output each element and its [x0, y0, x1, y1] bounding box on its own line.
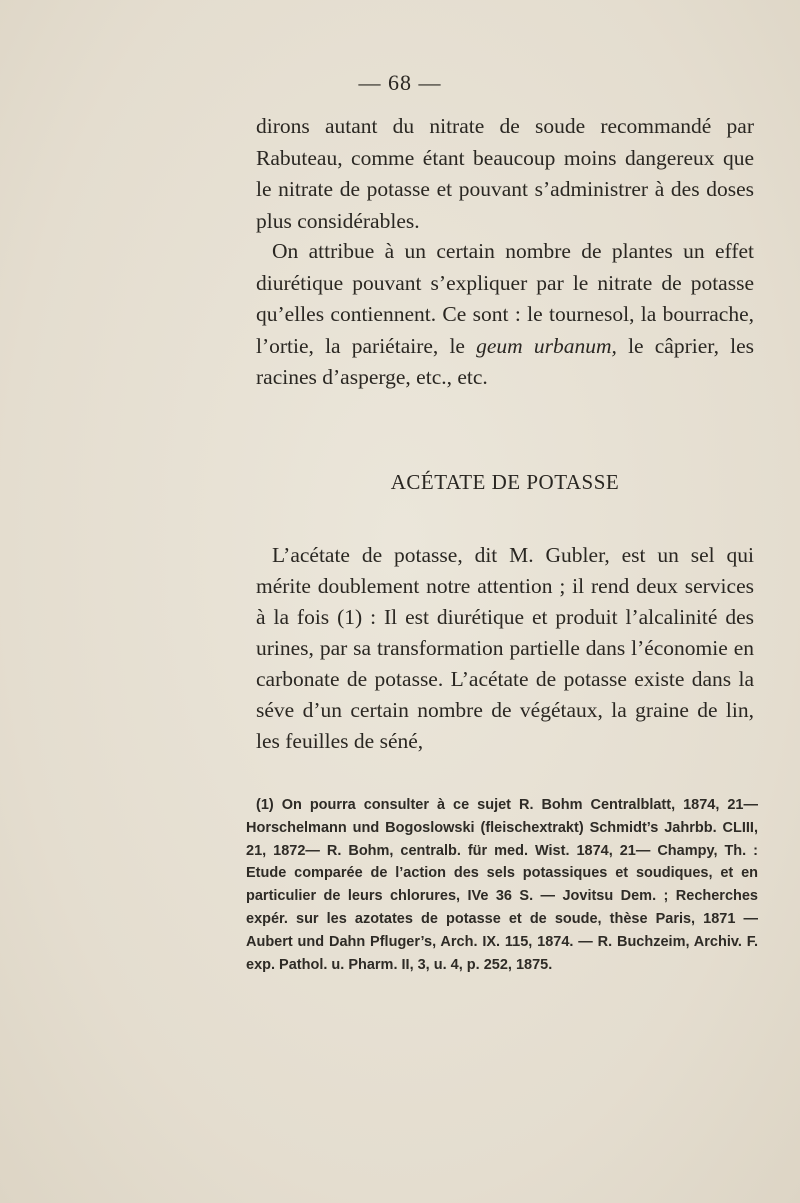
paragraph-plants: [256, 236, 754, 394]
footnote-text: (1) On pourra consulter à ce sujet R. Bohm Centralblatt, 1874, 21— Horschelmann und Bogoslowski (fleischextrakt) Schmidt’s Jahrbb. CLIII, 21, 1872— R. Bohm, centralb. für med. Wist. 1874, 21— Champy, Th. : Etude comparée de l’action des sels potassiques et soudiques, et en particulier de leurs chlorures, IVe 36 S. — Jovitsu Dem. ; Recherches expér. sur les azotates de potasse et de soude, thèse Paris, 1871 — Aubert und Dahn Pfluger’s, Arch. IX. 115, 1874. — R. Buchzeim, Archiv. F. exp. Pathol. u. Pharm. II, 3, u. 4, p. 252, 1875.: [246, 797, 758, 973]
footnote: [246, 794, 758, 976]
paragraph-continuation: [256, 111, 754, 237]
section-heading: ACÉTATE DE POTASSE: [390, 470, 620, 494]
paragraph-text: L’acétate de potasse, dit M. Gubler, est un sel qui mérite doublement notre attention ; il rend deux services à la fois (1) : Il est diurétique et produit l’alcalinité des urines, par sa transformation partielle dans l’économie en carbonate de potasse. L’acétate de potasse existe dans la séve d’un certain nombre de végétaux, la graine de lin, les feuilles de séné,: [256, 543, 754, 753]
paragraph-text: [256, 236, 754, 394]
italic-latin-name: geum urbanum,: [476, 333, 617, 358]
paragraph-text-b: le câprier, les racines d’asperge, etc., etc.: [256, 333, 754, 389]
page-number: — 68 —: [358, 70, 442, 95]
paragraph-acetate: [256, 540, 754, 757]
paragraph-text-a: On attribue à un certain nombre de plantes un effet diurétique pouvant s’expliquer par le nitrate de potasse qu’elles contiennent. Ce sont : le tournesol, la bourrache, l’ortie, la pariétaire, le: [256, 239, 754, 358]
paragraph-text: dirons autant du nitrate de soude recommandé par Rabuteau, comme étant beaucoup moins dangereux que le nitrate de potasse et pouvant s’administrer à des doses plus considérables.: [256, 114, 754, 233]
